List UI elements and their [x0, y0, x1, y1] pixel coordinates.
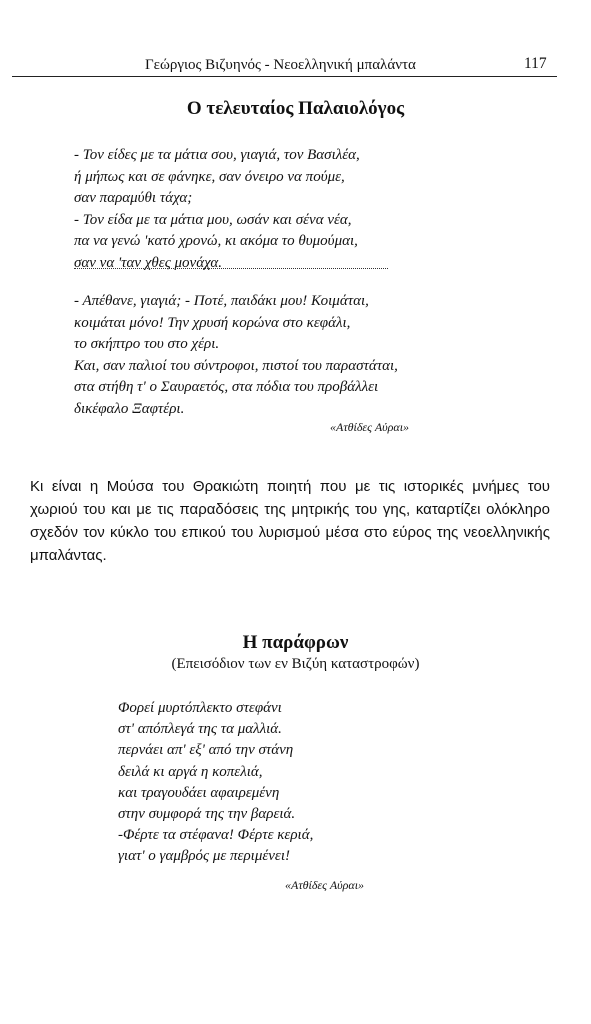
- poem-subtitle: (Επεισόδιον των εν Βιζύη καταστροφών): [171, 656, 420, 672]
- poem-stanza: [74, 291, 398, 420]
- page-number: 117: [524, 55, 547, 72]
- prose-paragraph: [30, 475, 550, 567]
- poem-line: Και, σαν παλιοί του σύντροφοι, πιστοί του παραστάται,: [74, 357, 398, 374]
- prose-line: Κι είναι η Μούσα του Θρακιώτη ποιητή που με τις ιστορικές μνήμες του: [30, 478, 550, 495]
- prose-line: χωριού του και με τις παραδόσεις της μητρικής του γης, καταρτίζει ολόκληρο: [30, 501, 550, 518]
- poem-line: στην συμφορά της την βαρειά.: [118, 805, 296, 822]
- poem-stanza: [74, 145, 360, 274]
- poem-line: σαν να 'ταν χθες μονάχα.: [74, 254, 223, 271]
- poem-source: «Ατθίδες Αύραι»: [285, 878, 365, 892]
- poem-title: Η παράφρων: [242, 632, 349, 653]
- poem-line: το σκήπτρο του στο χέρι.: [74, 336, 220, 352]
- running-head: Γεώργιος Βιζυηνός - Νεοελληνική μπαλάντα: [145, 57, 416, 73]
- ellipsis-divider: [74, 268, 388, 269]
- poem-line: - Απέθανε, γιαγιά; - Ποτέ, παιδάκι μου! Κοιμάται,: [74, 293, 369, 309]
- poem-line: - Τον είδες με τα μάτια σου, γιαγιά, τον Βασιλέα,: [74, 147, 360, 163]
- poem-line: Φορεί μυρτόπλεκτο στεφάνι: [118, 700, 282, 716]
- poem-line: κοιμάται μόνο! Την χρυσή κορώνα στο κεφάλι,: [74, 314, 351, 331]
- poem-stanza: [118, 698, 313, 868]
- header-rule: [12, 76, 557, 77]
- poem-line: στ' απόπλεγά της τα μαλλιά.: [118, 721, 282, 738]
- prose-line: μπαλάντας.: [30, 547, 107, 564]
- poem-line: ή μήπως και σε φάνηκε, σαν όνειρο να πούμε,: [74, 168, 345, 185]
- poem-title: Ο τελευταίος Παλαιολόγος: [186, 98, 405, 119]
- poem-line: στα στήθη τ' ο Σαυραετός, στα πόδια του προβάλλει: [74, 379, 379, 395]
- poem-line: - Τον είδα με τα μάτια μου, ωσάν και σένα νέα,: [74, 211, 352, 228]
- poem-line: πα να γενώ 'κατό χρονώ, κι ακόμα το θυμούμαι,: [74, 233, 358, 249]
- poem-source: «Ατθίδες Αύραι»: [330, 420, 410, 434]
- poem-line: και τραγουδάει αφαιρεμένη: [118, 784, 280, 801]
- poem-line: δειλά κι αργά η κοπελιά,: [118, 763, 263, 780]
- poem-line: δικέφαλο Ξαφτέρι.: [74, 400, 185, 417]
- poem-line: -Φέρτε τα στέφανα! Φέρτε κεριά,: [118, 827, 314, 844]
- poem-line: περνάει απ' εξ' από την στάνη: [118, 742, 294, 759]
- prose-line: σχεδόν τον κύκλο του επικού του λυρισμού μέσα στο εύρος της νεοελληνικής: [30, 524, 550, 541]
- poem-line: γιατ' ο γαμβρός με περιμένει!: [118, 848, 291, 865]
- poem-line: σαν παραμύθι τάχα;: [74, 190, 193, 206]
